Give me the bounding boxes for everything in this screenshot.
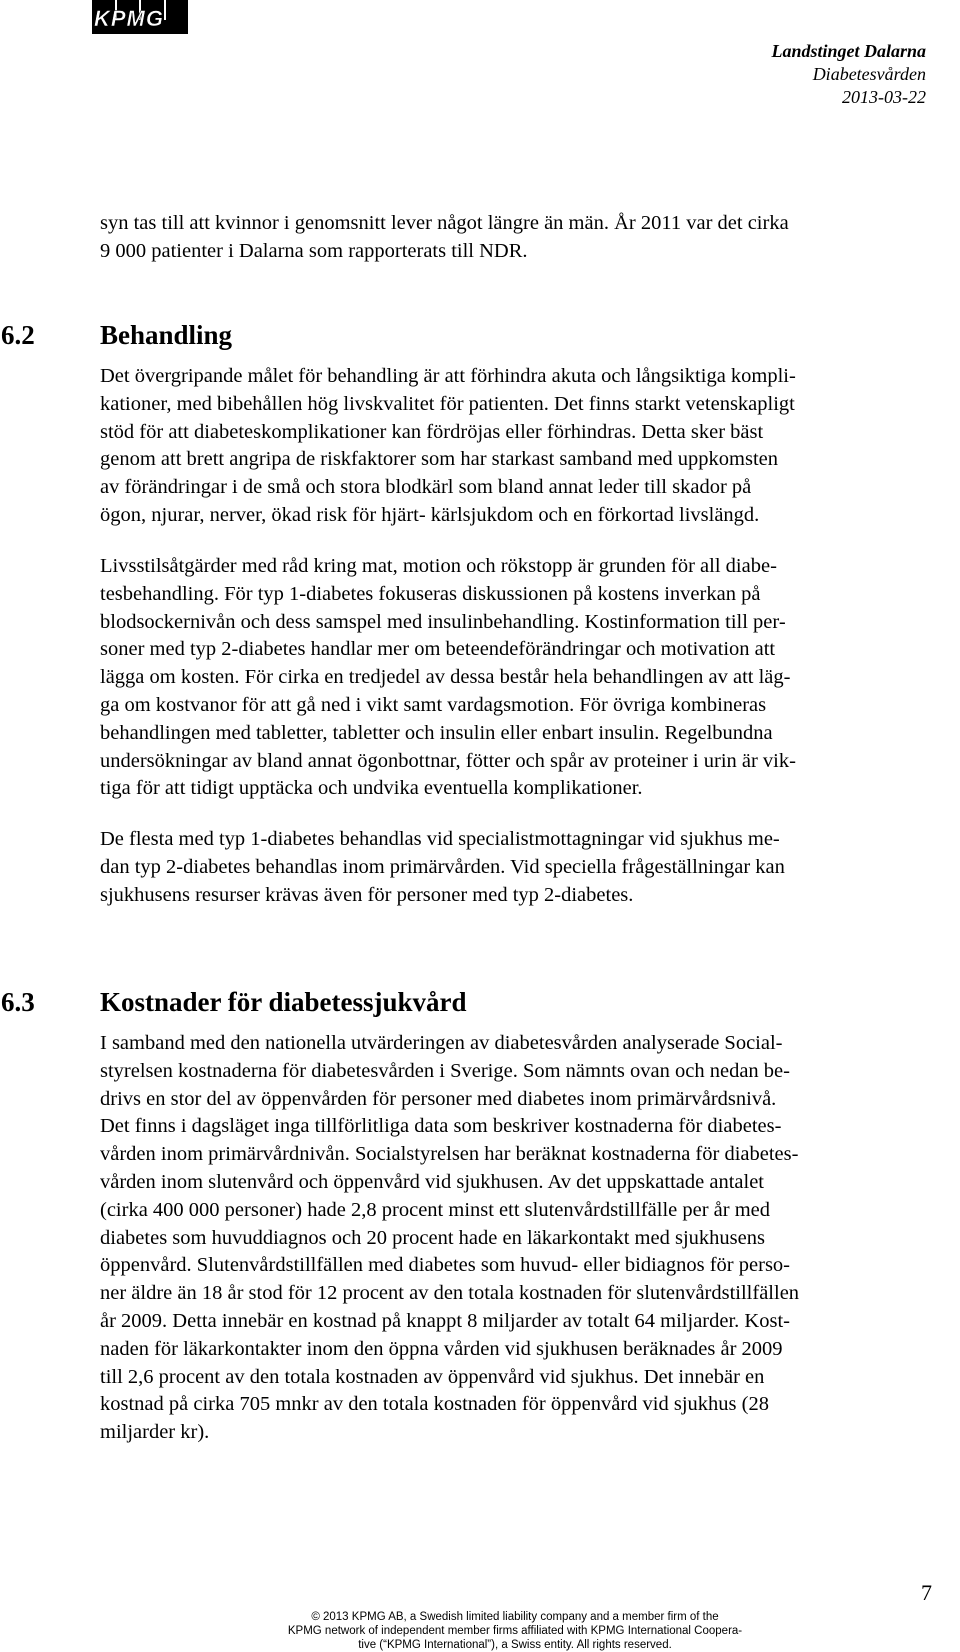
text-line: vården inom slutenvård och öppenvård vid sjukhusen. Av det uppskattade antalet: [100, 1170, 764, 1193]
paragraph-kostnader-1: [100, 1030, 955, 1447]
text-line: (cirka 400 000 personer) hade 2,8 procent minst ett slutenvårdstillfälle per år med: [100, 1198, 771, 1221]
kpmg-logo: [92, 0, 188, 34]
text-line: drivs en stor del av öppenvården för personer med diabetes inom primärvårdsnivå.: [100, 1087, 777, 1110]
text-line: syn tas till att kvinnor i genomsnitt lever något längre än män. År 2011 var det cirka: [100, 212, 789, 234]
text-line: sjukhusens resurser krävas även för personer med typ 2-diabetes.: [100, 883, 634, 906]
text-line: dan typ 2-diabetes behandlas inom primärvården. Vid speciella frågeställningar kan: [100, 855, 785, 878]
text-line: blodsockernivån och dess samspel med insulinbehandling. Kostinformation till per-: [100, 610, 786, 633]
page-header: [626, 40, 926, 109]
text-line: kostnad på cirka 705 mnkr av den totala kostnaden för öppenvård vid sjukhus (28: [100, 1393, 769, 1416]
text-line: Det finns i dagsläget inga tillförlitliga data som beskriver kostnaderna för diabetes-: [100, 1115, 782, 1138]
text-line: vården inom primärvårdnivån. Socialstyrelsen har beräknat kostnaderna för diabetes-: [100, 1143, 799, 1166]
text-line: öppenvård. Slutenvårdstillfällen med diabetes som huvud- eller bidiagnos för perso-: [100, 1254, 790, 1277]
paragraph-behandling-3: [100, 826, 955, 909]
text-line: till 2,6 procent av den totala kostnaden av öppenvård vid sjukhus. Det innebär en: [100, 1365, 765, 1388]
text-line: genom att brett angripa de riskfaktorer som har starkast samband med uppkomsten: [100, 448, 779, 471]
text-line: I samband med den nationella utvärderingen av diabetesvården analyserade Social-: [100, 1032, 783, 1054]
text-line: miljarder kr).: [100, 1421, 210, 1444]
intro-paragraph: [100, 210, 955, 266]
header-date: 2013-03-22: [842, 87, 926, 107]
text-line: tesbehandling. För typ 1-diabetes fokuseras diskussionen på kostens inverkan på: [100, 582, 761, 605]
text-line: soner med typ 2-diabetes handlar mer om beteendeförändringar och motivation att: [100, 638, 776, 661]
copyright-footer: [240, 1610, 790, 1652]
paragraph-behandling-1: [100, 363, 955, 530]
section-number: 6.2: [1, 320, 35, 350]
section-title: Kostnader för diabetessjukvård: [100, 987, 467, 1017]
logo-text: KPMG: [94, 6, 164, 31]
header-subject: Diabetesvården: [812, 64, 926, 84]
text-line: år 2009. Detta innebär en kostnad på knappt 8 miljarder av totalt 64 miljarder. Kost-: [100, 1309, 790, 1332]
footer-line: KPMG network of independent member firms affiliated with KPMG International Coopera-: [287, 1625, 743, 1637]
section-number: 6.3: [1, 987, 35, 1017]
text-line: kationer, med bibehållen hög livskvalitet för patienten. Det finns starkt vetenskapligt: [100, 392, 795, 415]
text-line: naden för läkarkontakter inom den öppna vården vid sjukhusen beräknades år 2009: [100, 1337, 783, 1360]
paragraph-behandling-2: [100, 553, 955, 803]
text-line: ner äldre än 18 år stod för 12 procent av den totala kostnaden för slutenvårdstillfällen: [100, 1282, 800, 1305]
footer-line: © 2013 KPMG AB, a Swedish limited liability company and a member firm of the: [311, 1611, 719, 1623]
page-number: 7: [921, 1580, 932, 1605]
text-line: av förändringar i de små och stora blodkärl som bland annat leder till skador på: [100, 476, 752, 499]
text-line: 9 000 patienter i Dalarna som rapporterats till NDR.: [100, 239, 528, 262]
section-title: Behandling: [100, 320, 233, 350]
header-organization: Landstinget Dalarna: [771, 41, 926, 61]
text-line: diabetes som huvuddiagnos och 20 procent hade en läkarkontakt med sjukhusens: [100, 1226, 765, 1249]
text-line: lägga om kosten. För cirka en tredjedel av dessa består hela behandlingen av att läg-: [100, 666, 791, 689]
text-line: stöd för att diabeteskomplikationer kan fördröjas eller förhindras. Detta sker bäst: [100, 420, 764, 443]
footer-line: tive (“KPMG International”), a Swiss entity. All rights reserved.: [358, 1639, 672, 1651]
text-line: styrelsen kostnaderna för diabetesvården i Sverige. Som nämnts ovan och nedan be-: [100, 1059, 790, 1082]
text-line: De flesta med typ 1-diabetes behandlas vid specialistmottagningar vid sjukhus me-: [100, 828, 780, 850]
text-line: Livsstilsåtgärder med råd kring mat, motion och rökstopp är grunden för all diabe-: [100, 555, 777, 577]
text-line: behandlingen med tabletter, tabletter och insulin eller enbart insulin. Regelbundna: [100, 721, 773, 744]
text-line: ga om kostvanor för att gå ned i vikt samt vardagsmotion. För övriga kombineras: [100, 693, 767, 716]
text-line: Det övergripande målet för behandling är att förhindra akuta och långsiktiga kompli-: [100, 365, 796, 387]
text-line: tiga för att tidigt upptäcka och undvika eventuella komplikationer.: [100, 777, 643, 800]
text-line: ögon, njurar, nerver, ökad risk för hjärt- kärlsjukdom och en förkortad livslängd.: [100, 503, 760, 526]
text-line: undersökningar av bland annat ögonbottnar, fötter och spår av proteiner i urin är vik-: [100, 749, 796, 772]
